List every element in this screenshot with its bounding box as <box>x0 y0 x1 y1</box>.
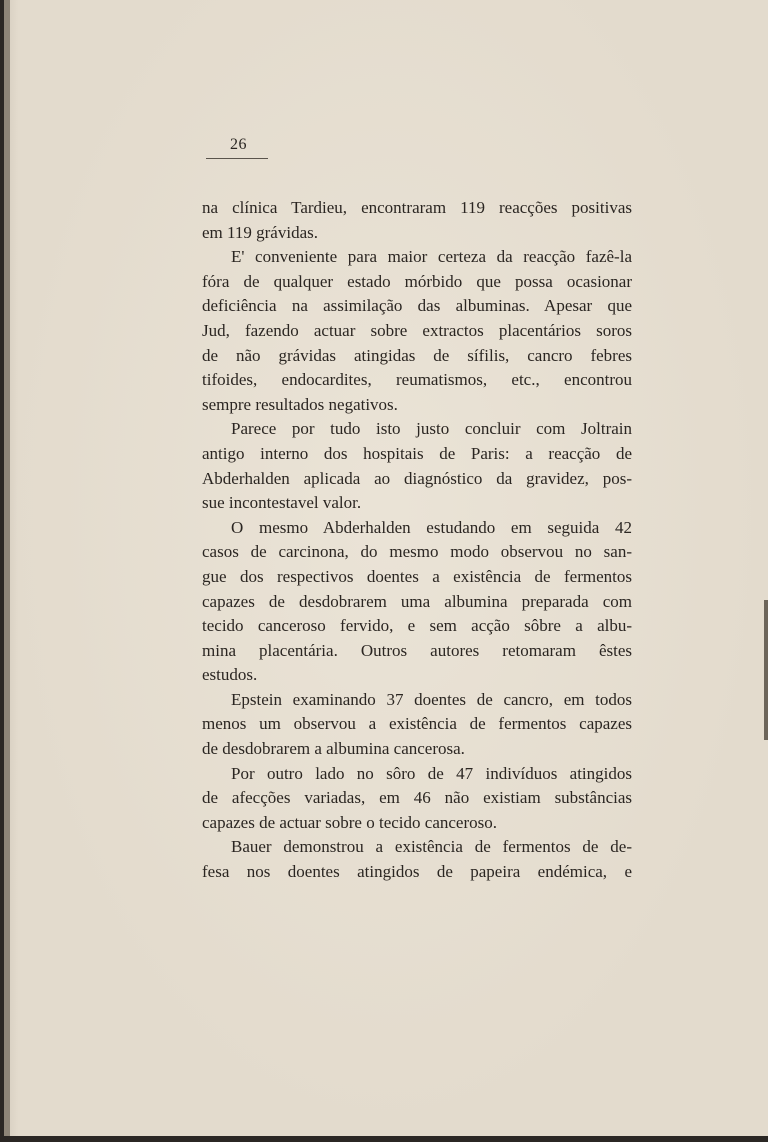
text-line: sempre resultados negativos. <box>202 394 398 414</box>
text-line: tecido canceroso fervido, e sem acção sôbre a albu- <box>202 616 632 636</box>
text-line: fóra de qualquer estado mórbido que possa ocasionar <box>202 271 632 291</box>
page-binding-edge <box>4 0 10 1136</box>
text-line: Por outro lado no sôro de 47 indivíduos atingidos <box>231 763 632 783</box>
text-line: Parece por tudo isto justo concluir com Joltrain <box>231 419 632 439</box>
body-text <box>202 196 632 885</box>
text-line: Bauer demonstrou a existência de fermentos de de- <box>231 837 632 857</box>
text-line: capazes de desdobrarem uma albumina preparada com <box>202 591 632 611</box>
text-line: menos um observou a existência de fermentos capazes <box>202 714 632 734</box>
text-line: tifoides, endocardites, reumatismos, etc., encontrou <box>202 370 632 390</box>
text-line: deficiência na assimilação das albuminas. Apesar que <box>202 296 632 316</box>
text-line: estudos. <box>202 665 258 685</box>
text-line: O mesmo Abderhalden estudando em seguida 42 <box>231 517 632 537</box>
text-line: de afecções variadas, em 46 não existiam substâncias <box>202 788 632 808</box>
text-line: de desdobrarem a albumina cancerosa. <box>202 739 465 759</box>
text-line: fesa nos doentes atingidos de papeira endémica, e <box>202 862 632 882</box>
text-line: mina placentária. Outros autores retomaram êstes <box>202 640 632 660</box>
text-line: capazes de actuar sobre o tecido canceroso. <box>202 812 497 832</box>
text-line: antigo interno dos hospitais de Paris: a reacção de <box>202 443 632 463</box>
text-line: em 119 grávidas. <box>202 222 318 242</box>
text-line: E' conveniente para maior certeza da reacção fazê-la <box>231 247 632 267</box>
text-line: de não grávidas atingidas de sífilis, cancro febres <box>202 345 632 365</box>
text-line: Jud, fazendo actuar sobre extractos placentários soros <box>202 320 632 340</box>
text-line: Epstein examinando 37 doentes de cancro, em todos <box>231 689 632 709</box>
book-page <box>4 0 768 1136</box>
page-edge-marker <box>764 600 768 740</box>
text-line: gue dos respectivos doentes a existência de fermentos <box>202 566 632 586</box>
text-line: na clínica Tardieu, encontraram 119 reacções positivas <box>202 198 632 217</box>
page-number: 26 <box>230 136 247 153</box>
page-number-rule <box>206 158 268 159</box>
text-line: sue incontestavel valor. <box>202 493 362 513</box>
text-line: Abderhalden aplicada ao diagnóstico da gravidez, pos- <box>202 468 632 488</box>
text-line: casos de carcinona, do mesmo modo observou no san- <box>202 542 632 562</box>
